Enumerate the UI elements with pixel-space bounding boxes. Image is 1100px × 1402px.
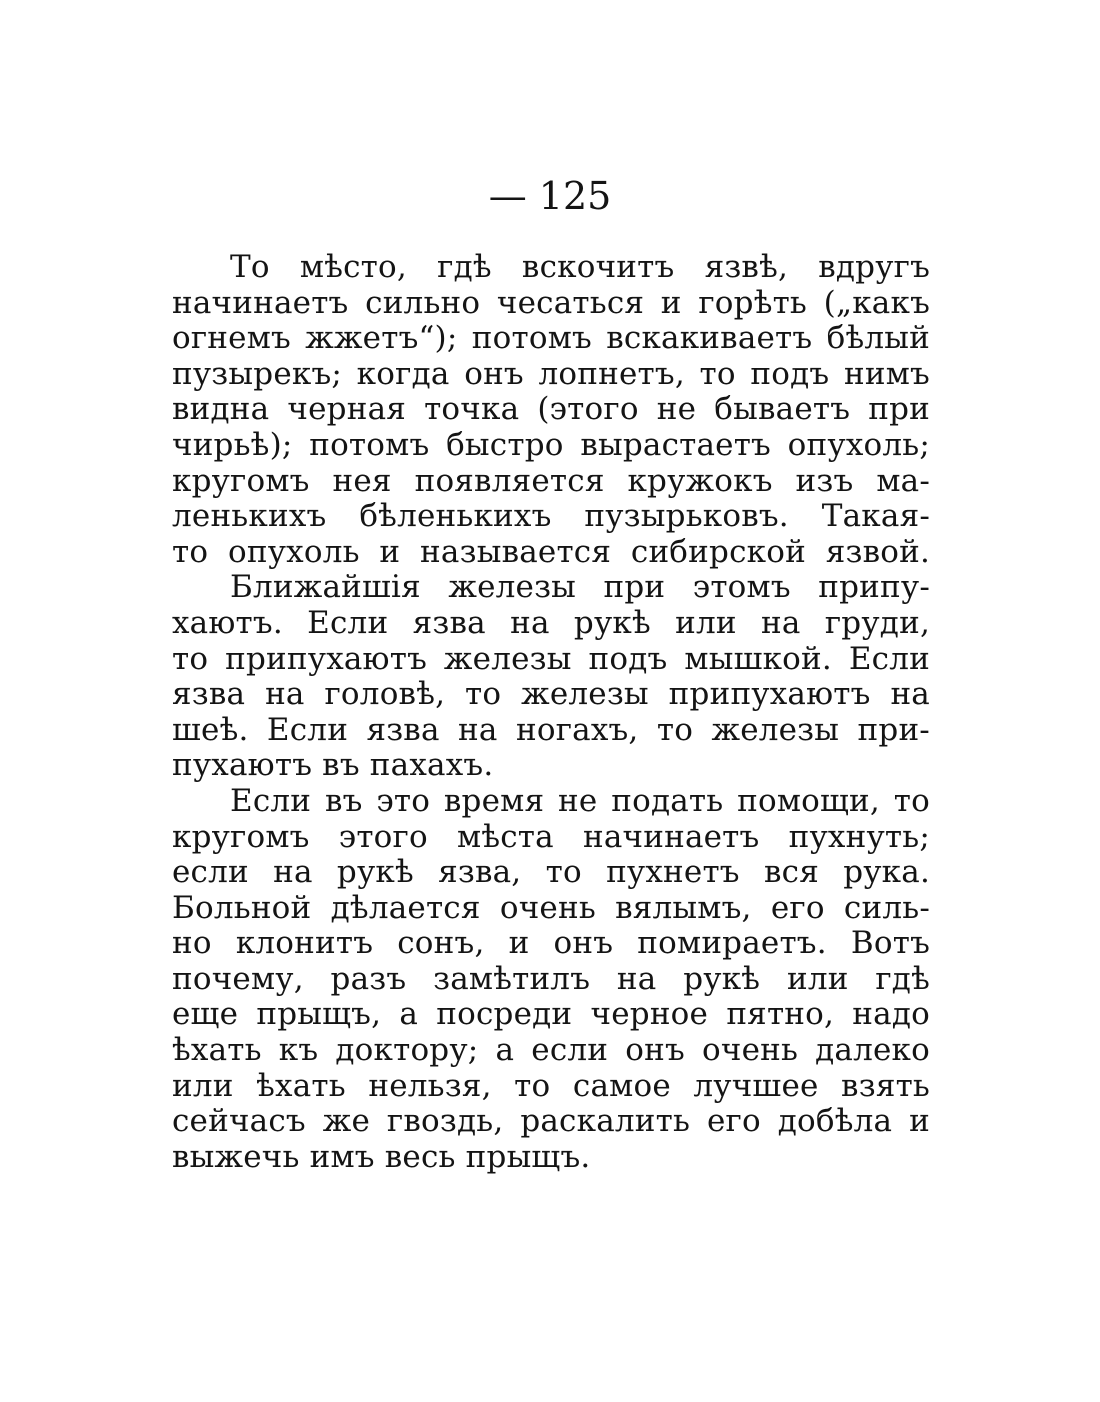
text-line: еще прыщъ, а посреди черное пятно, надо bbox=[172, 996, 930, 1033]
text-line: видна черная точка (этого не бываетъ при bbox=[172, 391, 930, 428]
text-line: ленькихъ бѣленькихъ пузырьковъ. Такая- bbox=[172, 498, 930, 535]
text-line: начинаетъ сильно чесаться и горѣть („какъ bbox=[172, 284, 930, 321]
paragraph-2 bbox=[172, 570, 930, 784]
text-line: то опухоль и называется сибирской язвой. bbox=[172, 533, 930, 570]
text-line: то припухаютъ железы подъ мышкой. Если bbox=[172, 640, 930, 677]
text-line: сейчасъ же гвоздь, раскалить его добѣла и bbox=[172, 1103, 930, 1140]
text-line: ѣхать къ доктору; а если онъ очень далеко bbox=[172, 1032, 930, 1069]
text-line: пузырекъ; когда онъ лопнетъ, то подъ нимъ bbox=[172, 355, 930, 392]
text-line: кругомъ этого мѣста начинаетъ пухнуть; bbox=[172, 818, 930, 855]
text-line: огнемъ жжетъ“); потомъ вскакиваетъ бѣлый bbox=[172, 320, 930, 357]
text-line: выжечь имъ весь прыщъ. bbox=[172, 1138, 591, 1175]
page-number: — 125 bbox=[488, 174, 612, 218]
text-line: Если въ это время не подать помощи, то bbox=[230, 782, 930, 819]
text-line: шеѣ. Если язва на ногахъ, то железы при- bbox=[172, 711, 930, 748]
text-line: если на рукѣ язва, то пухнетъ вся рука. bbox=[172, 854, 930, 891]
text-line: Больной дѣлается очень вялымъ, его силь- bbox=[172, 889, 930, 926]
text-line: язва на головѣ, то железы припухаютъ на bbox=[172, 676, 930, 713]
text-line: почему, разъ замѣтилъ на рукѣ или гдѣ bbox=[172, 960, 930, 997]
text-line: хаютъ. Если язва на рукѣ или на груди, bbox=[172, 604, 930, 641]
paragraph-3 bbox=[172, 784, 930, 1176]
text-line: но клонитъ сонъ, и онъ помираетъ. Вотъ bbox=[172, 925, 930, 962]
text-line: пухаютъ въ пахахъ. bbox=[172, 747, 494, 784]
paragraph-1 bbox=[172, 250, 930, 570]
text-line: То мѣсто, гдѣ вскочитъ язвѣ, вдругъ bbox=[230, 249, 930, 285]
text-line: или ѣхать нельзя, то самое лучшее взять bbox=[172, 1067, 930, 1104]
body-text bbox=[172, 250, 930, 1175]
text-line: чирьѣ); потомъ быстро вырастаетъ опухоль; bbox=[172, 426, 930, 463]
text-line: Ближайшія железы при этомъ припу- bbox=[230, 569, 930, 606]
text-line: кругомъ нея появляется кружокъ изъ ма- bbox=[172, 462, 930, 499]
